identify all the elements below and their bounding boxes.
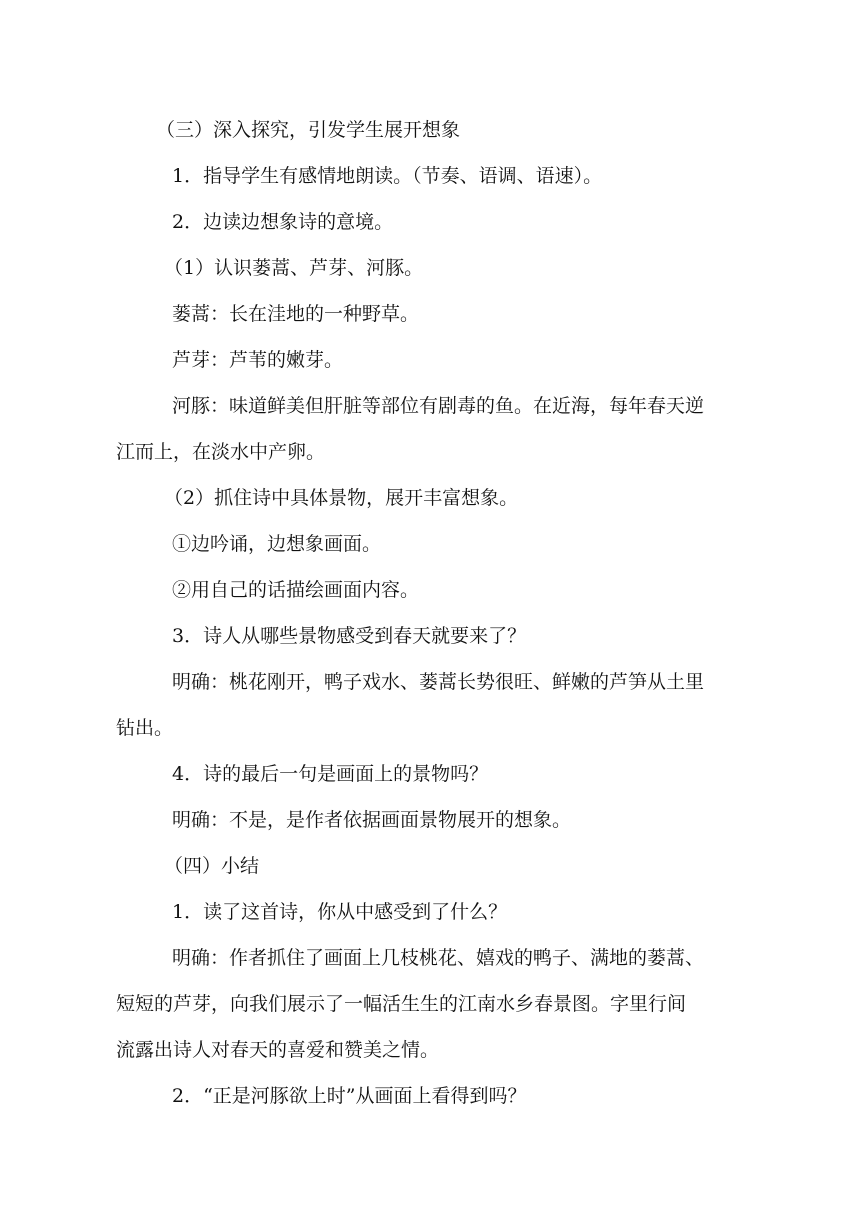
paragraph-continuation: 钻出。 bbox=[116, 717, 174, 739]
paragraph: 1．指导学生有感情地朗读。（节奏、语调、语速）。 bbox=[172, 165, 603, 187]
paragraph: ①边吟诵，边想象画面。 bbox=[172, 533, 382, 555]
subheading: （2）抓住诗中具体景物，展开丰富想象。 bbox=[164, 487, 519, 509]
section-heading: （三）深入探究，引发学生展开想象 bbox=[156, 119, 461, 141]
paragraph: 芦芽：芦苇的嫩芽。 bbox=[172, 349, 344, 371]
subheading: （1）认识蒌蒿、芦芽、河豚。 bbox=[164, 257, 424, 279]
paragraph: 1．读了这首诗，你从中感受到了什么？ bbox=[172, 901, 508, 923]
paragraph: ②用自己的话描绘画面内容。 bbox=[172, 579, 420, 601]
paragraph-continuation: 江而上，在淡水中产卵。 bbox=[116, 441, 326, 463]
paragraph: 明确：不是，是作者依据画面景物展开的想象。 bbox=[172, 809, 572, 831]
paragraph: 4．诗的最后一句是画面上的景物吗？ bbox=[172, 763, 489, 785]
paragraph-continuation: 短短的芦芽，向我们展示了一幅活生生的江南水乡春景图。字里行间 bbox=[116, 993, 687, 1015]
paragraph-continuation: 流露出诗人对春天的喜爱和赞美之情。 bbox=[116, 1039, 440, 1061]
paragraph: 2．边读边想象诗的意境。 bbox=[172, 211, 394, 233]
paragraph: 河豚：味道鲜美但肝脏等部位有剧毒的鱼。在近海，每年春天逆 bbox=[172, 395, 705, 417]
paragraph: 明确：桃花刚开，鸭子戏水、蒌蒿长势很旺、鲜嫩的芦笋从土里 bbox=[172, 671, 705, 693]
document-body bbox=[116, 110, 736, 1122]
paragraph: 明确：作者抓住了画面上几枝桃花、嬉戏的鸭子、满地的蒌蒿、 bbox=[172, 947, 705, 969]
paragraph: 蒌蒿：长在洼地的一种野草。 bbox=[172, 303, 420, 325]
paragraph: 2．“正是河豚欲上时”从画面上看得到吗？ bbox=[172, 1085, 527, 1107]
paragraph: 3．诗人从哪些景物感受到春天就要来了？ bbox=[172, 625, 527, 647]
section-heading: （四）小结 bbox=[164, 855, 260, 877]
